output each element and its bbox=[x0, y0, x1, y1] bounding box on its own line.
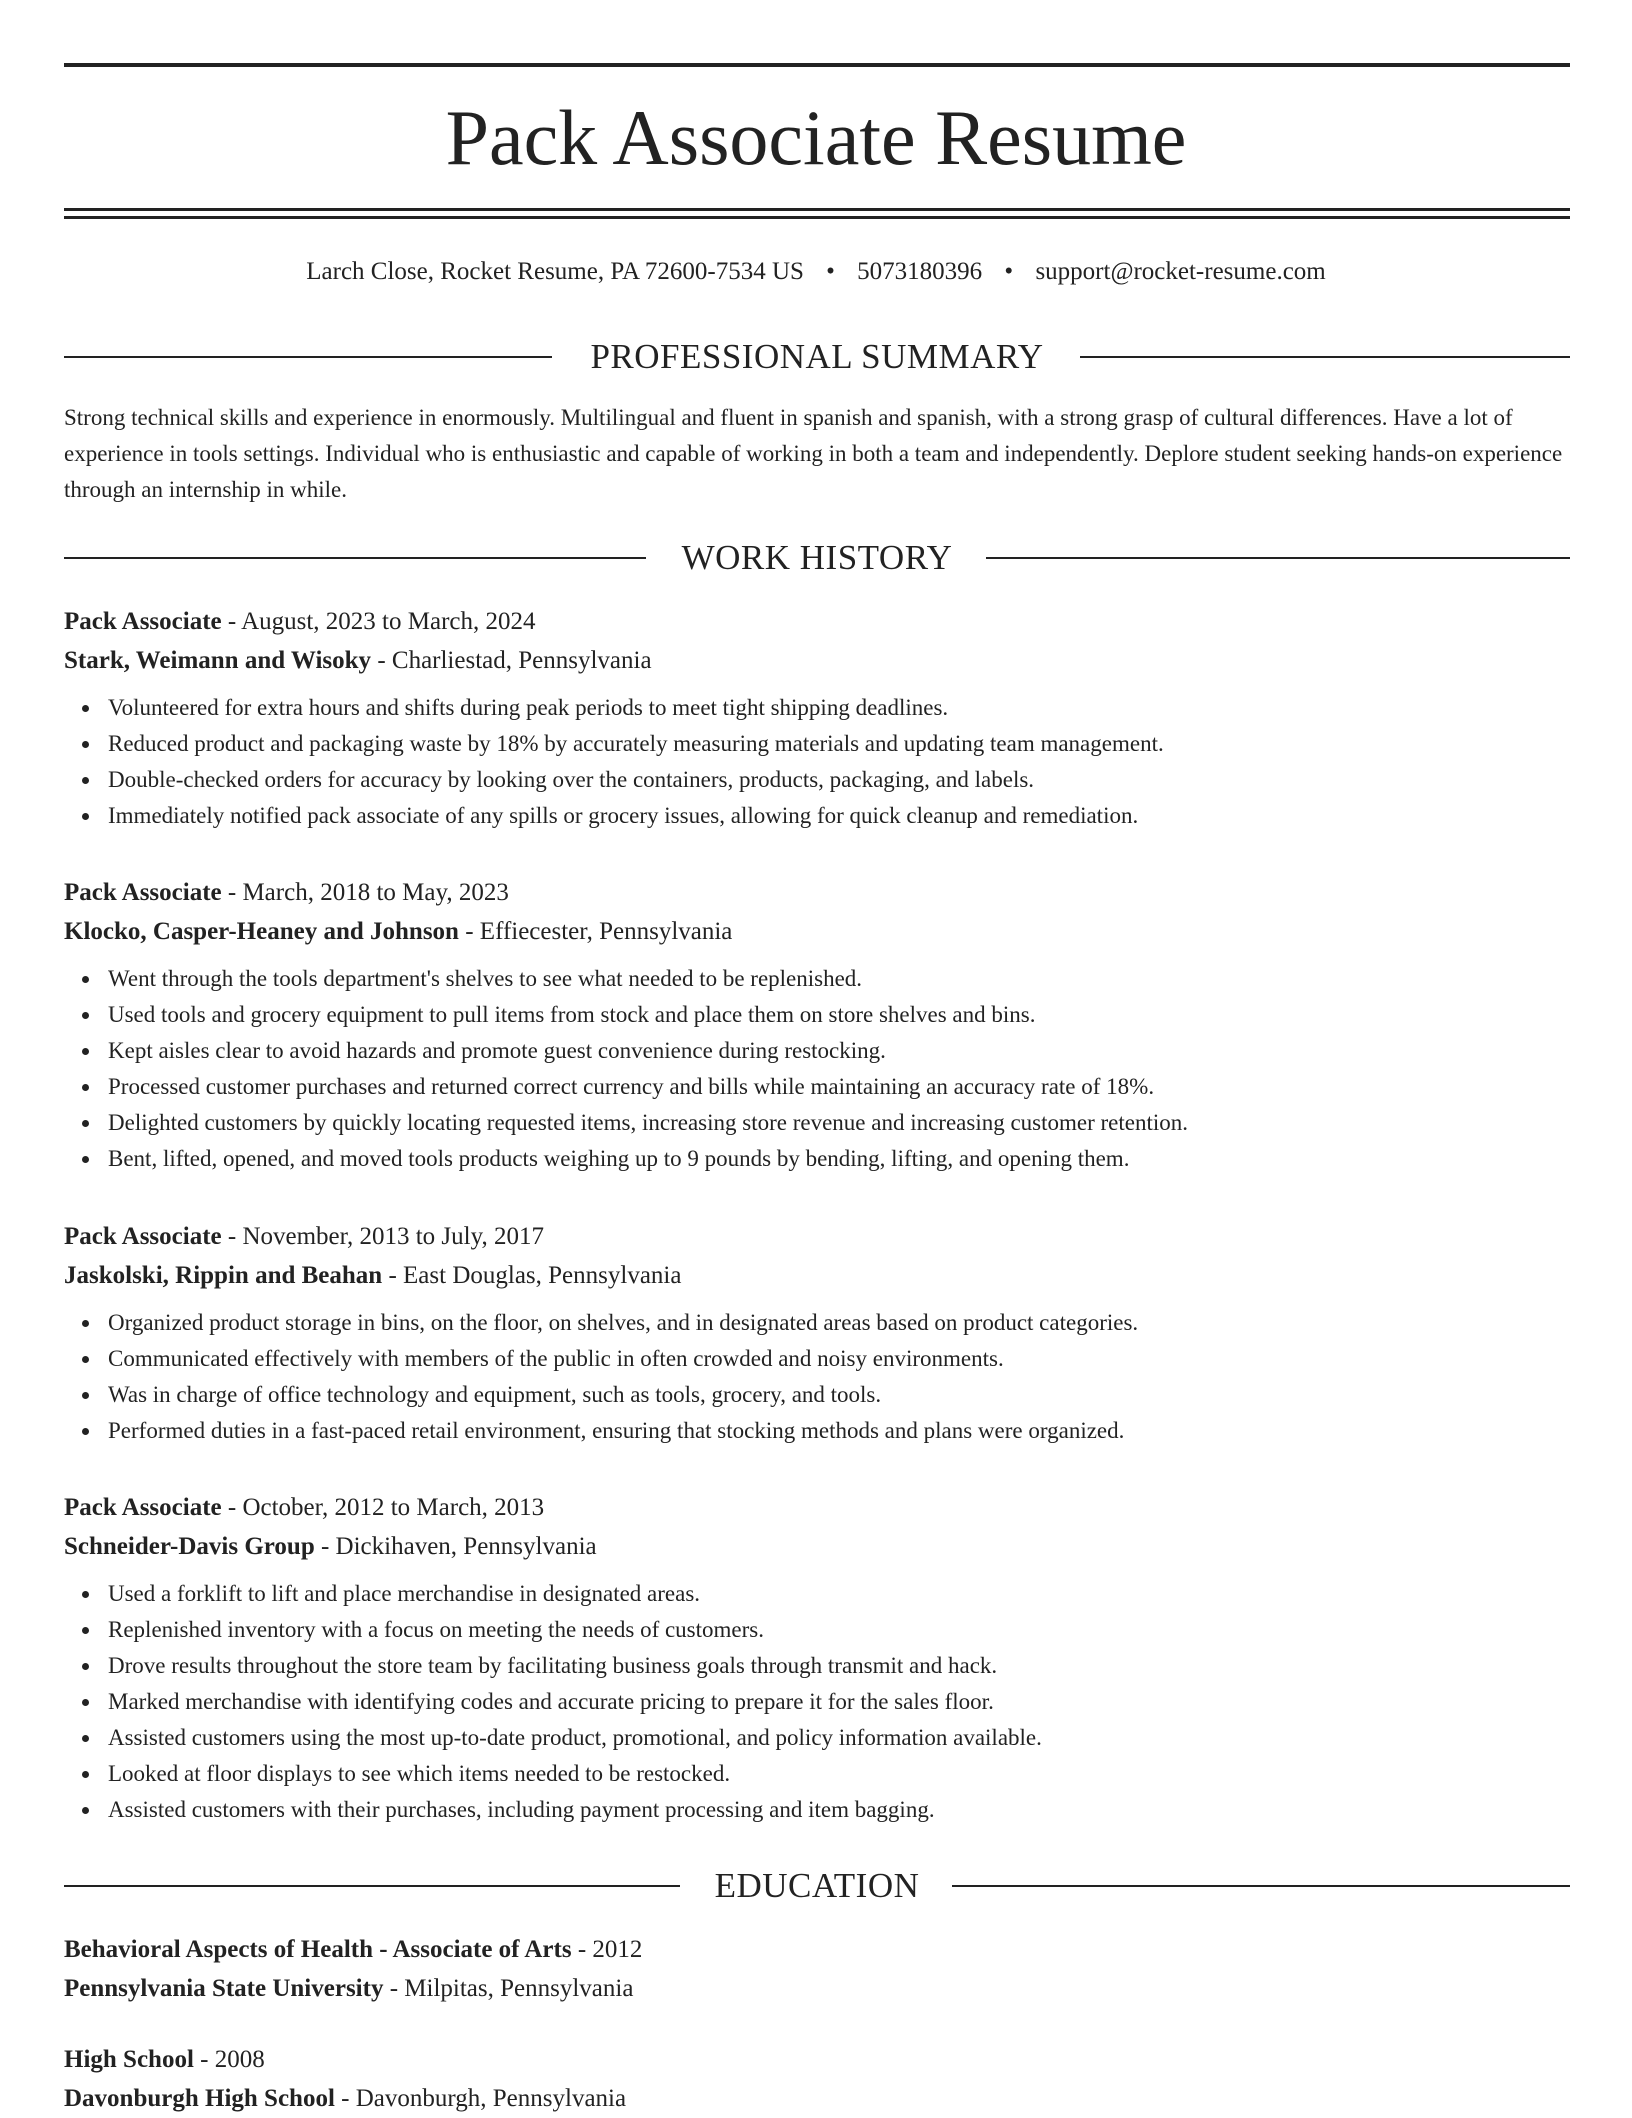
contact-email: support@rocket-resume.com bbox=[1035, 258, 1326, 285]
job-entry bbox=[64, 873, 1570, 1177]
job-location: - Dickihaven, Pennsylvania bbox=[320, 1533, 597, 1560]
education-degree-row bbox=[64, 1930, 1570, 1969]
list-item: Bent, lifted, opened, and moved tools products weighing up to 9 pounds by bending, lifting, and opening them. bbox=[108, 1141, 1570, 1177]
list-item: Delighted customers by quickly locating requested items, increasing store revenue and increasing customer retention. bbox=[108, 1105, 1570, 1141]
section-heading-education bbox=[64, 1866, 1570, 1906]
list-item: Was in charge of office technology and equipment, such as tools, grocery, and tools. bbox=[108, 1377, 1570, 1413]
list-item: Looked at floor displays to see which items needed to be restocked. bbox=[108, 1756, 1570, 1792]
contact-phone: 5073180396 bbox=[857, 258, 983, 285]
job-title-row bbox=[64, 1217, 1570, 1256]
list-item: Immediately notified pack associate of any spills or grocery issues, allowing for quick cleanup and remediation. bbox=[108, 798, 1570, 834]
job-title: Pack Associate bbox=[64, 608, 222, 635]
list-item: Double-checked orders for accuracy by looking over the containers, products, packaging, and labels. bbox=[108, 762, 1570, 798]
job-bullets bbox=[64, 1305, 1570, 1449]
job-company-row bbox=[64, 1527, 1570, 1566]
list-item: Drove results throughout the store team by facilitating business goals through transmit and hack. bbox=[108, 1648, 1570, 1684]
top-rule bbox=[64, 63, 1570, 67]
education-entry bbox=[64, 1930, 1570, 2008]
list-item: Reduced product and packaging waste by 18% by accurately measuring materials and updating team management. bbox=[108, 726, 1570, 762]
job-title: Pack Associate bbox=[64, 1494, 222, 1521]
job-title-row bbox=[64, 873, 1570, 912]
list-item: Went through the tools department's shelves to see what needed to be replenished. bbox=[108, 961, 1570, 997]
list-item: Used tools and grocery equipment to pull items from stock and place them on store shelves and bins. bbox=[108, 997, 1570, 1033]
job-dates: - March, 2018 to May, 2023 bbox=[227, 879, 509, 906]
job-location: - Effiecester, Pennsylvania bbox=[465, 918, 733, 945]
education-location: - Davonburgh, Pennsylvania bbox=[341, 2085, 627, 2112]
job-entry bbox=[64, 1217, 1570, 1449]
job-bullets bbox=[64, 690, 1570, 834]
list-item: Organized product storage in bins, on the floor, on shelves, and in designated areas based on product categories. bbox=[108, 1305, 1570, 1341]
contact-address: Larch Close, Rocket Resume, PA 72600-7534 US bbox=[306, 258, 804, 285]
job-entry bbox=[64, 1488, 1570, 1828]
job-dates: - November, 2013 to July, 2017 bbox=[227, 1223, 544, 1250]
education-year: - 2008 bbox=[200, 2046, 265, 2073]
title-rule-lower bbox=[64, 216, 1570, 219]
job-bullets bbox=[64, 1576, 1570, 1828]
job-company: Jaskolski, Rippin and Beahan bbox=[64, 1262, 383, 1289]
summary-text: Strong technical skills and experience in enormously. Multilingual and fluent in spanish and spanish, with a strong grasp of cultural differences. Have a lot of experience in tools settings. Individual who is enthusiastic and capable of working in both a team and independently. Deplore student seeking hands-on experience through an internship in while. bbox=[64, 405, 1563, 502]
section-heading-summary bbox=[64, 337, 1570, 377]
list-item: Communicated effectively with members of the public in often crowded and noisy environments. bbox=[108, 1341, 1570, 1377]
section-title-summary: PROFESSIONAL SUMMARY bbox=[558, 337, 1075, 376]
page-title: Pack Associate Resume bbox=[445, 94, 1187, 181]
education-school: Davonburgh High School bbox=[64, 2085, 335, 2112]
education-year: - 2012 bbox=[577, 1936, 643, 1963]
job-company-row bbox=[64, 912, 1570, 951]
job-company: Stark, Weimann and Wisoky bbox=[64, 647, 372, 674]
job-title: Pack Associate bbox=[64, 1223, 222, 1250]
education-school: Pennsylvania State University bbox=[64, 1975, 384, 2002]
education-entry bbox=[64, 2040, 1570, 2118]
education-degree-row bbox=[64, 2040, 1570, 2079]
education-school-row bbox=[64, 2079, 1570, 2118]
contact-line bbox=[0, 254, 1632, 290]
section-title-work: WORK HISTORY bbox=[650, 538, 985, 577]
list-item: Used a forklift to lift and place merchandise in designated areas. bbox=[108, 1576, 1570, 1612]
education-school-row bbox=[64, 1969, 1570, 2008]
job-company: Klocko, Casper-Heaney and Johnson bbox=[64, 918, 459, 945]
job-company-row bbox=[64, 641, 1570, 680]
list-item: Replenished inventory with a focus on meeting the needs of customers. bbox=[108, 1612, 1570, 1648]
list-item: Assisted customers with their purchases, including payment processing and item bagging. bbox=[108, 1792, 1570, 1828]
title-rule-upper bbox=[64, 208, 1570, 211]
job-dates: - August, 2023 to March, 2024 bbox=[227, 608, 536, 635]
list-item: Marked merchandise with identifying codes and accurate pricing to prepare it for the sales floor. bbox=[108, 1684, 1570, 1720]
section-title-education: EDUCATION bbox=[683, 1866, 952, 1905]
list-item: Performed duties in a fast-paced retail environment, ensuring that stocking methods and plans were organized. bbox=[108, 1413, 1570, 1449]
job-dates: - October, 2012 to March, 2013 bbox=[227, 1494, 545, 1521]
section-heading-work bbox=[64, 538, 1570, 578]
job-bullets bbox=[64, 961, 1570, 1177]
education-location: - Milpitas, Pennsylvania bbox=[389, 1975, 634, 2002]
job-company-row bbox=[64, 1256, 1570, 1295]
contact-separator: • bbox=[1004, 258, 1014, 285]
job-location: - East Douglas, Pennsylvania bbox=[388, 1262, 682, 1289]
list-item: Volunteered for extra hours and shifts during peak periods to meet tight shipping deadlines. bbox=[108, 690, 1570, 726]
job-title-row bbox=[64, 1488, 1570, 1527]
education-degree: Behavioral Aspects of Health - Associate of Arts bbox=[64, 1936, 572, 1963]
list-item: Processed customer purchases and returned correct currency and bills while maintaining an accuracy rate of 18%. bbox=[108, 1069, 1570, 1105]
list-item: Assisted customers using the most up-to-date product, promotional, and policy information available. bbox=[108, 1720, 1570, 1756]
job-company: Schneider-Davis Group bbox=[64, 1533, 315, 1560]
job-title: Pack Associate bbox=[64, 879, 222, 906]
education-degree: High School bbox=[64, 2046, 194, 2073]
job-entry bbox=[64, 602, 1570, 834]
job-location: - Charliestad, Pennsylvania bbox=[377, 647, 652, 674]
contact-separator: • bbox=[826, 258, 835, 285]
list-item: Kept aisles clear to avoid hazards and promote guest convenience during restocking. bbox=[108, 1033, 1570, 1069]
job-title-row bbox=[64, 602, 1570, 641]
